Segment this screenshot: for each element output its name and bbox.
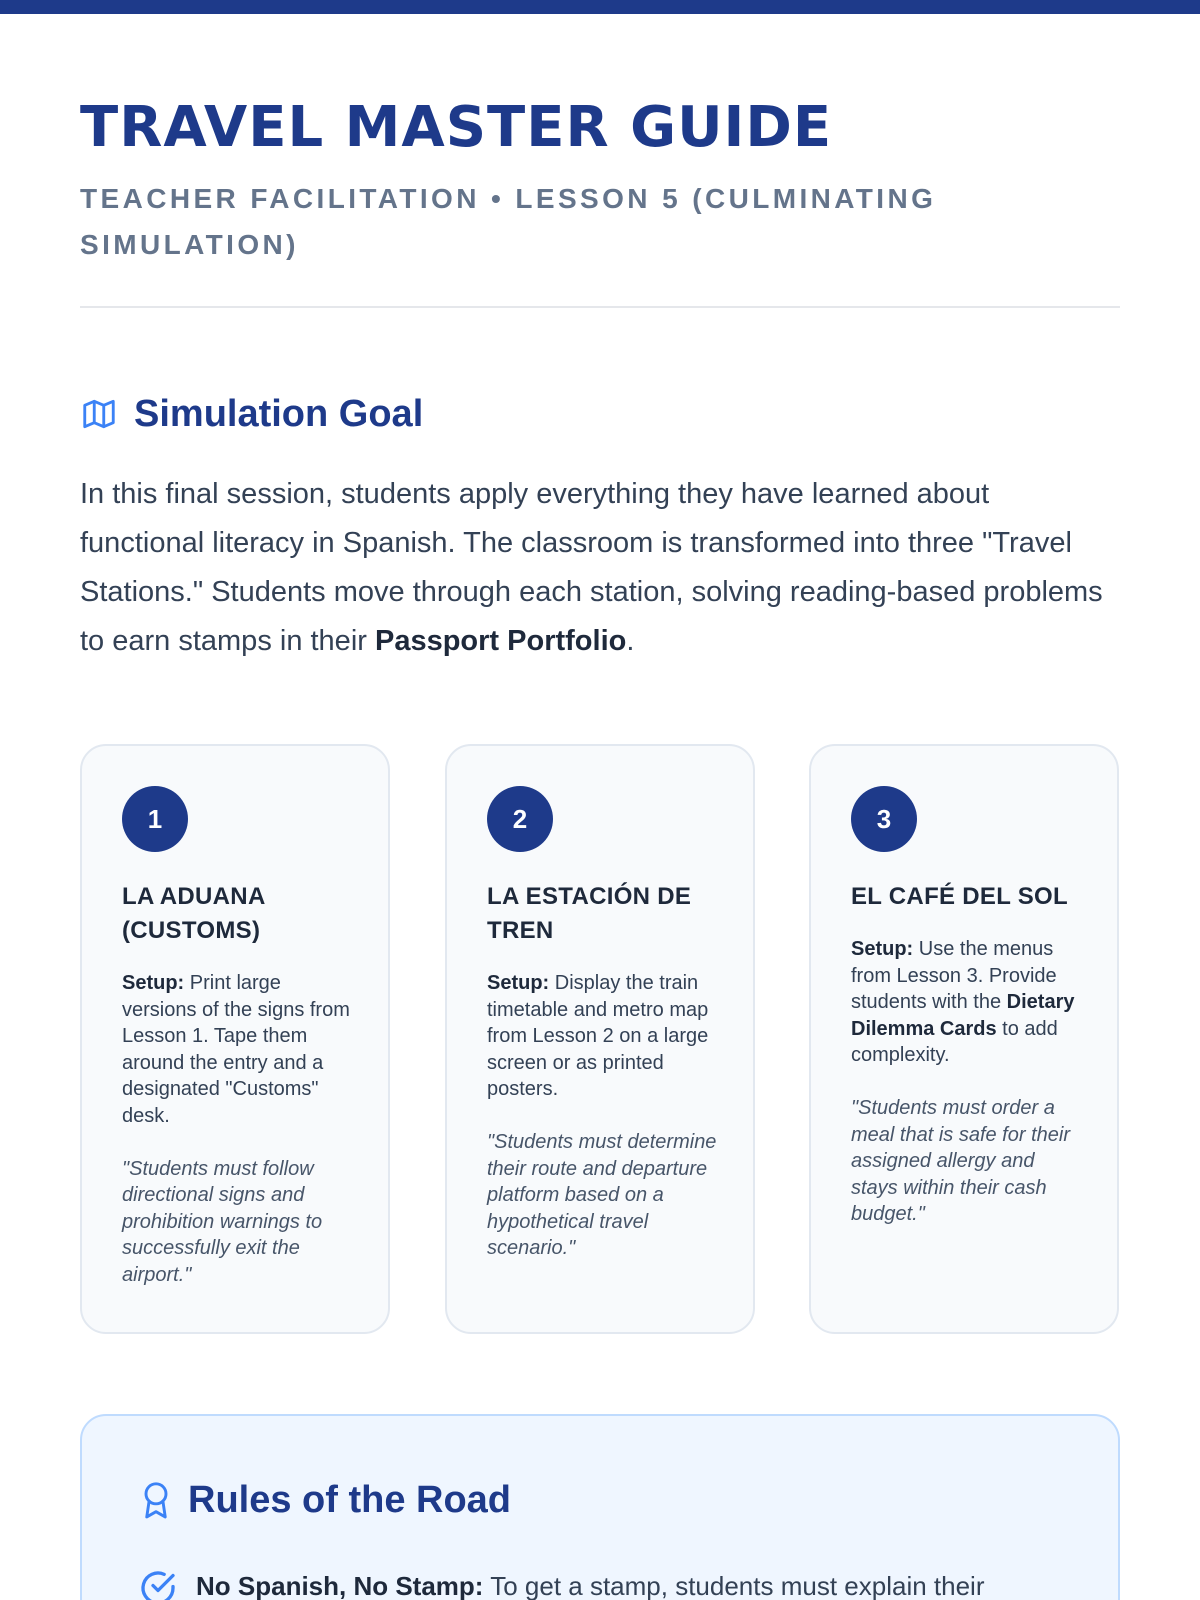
page-subtitle: TEACHER FACILITATION • LESSON 5 (CULMINATING SIMULATION) xyxy=(80,183,937,260)
rule-label: No Spanish, No Stamp: xyxy=(196,1571,484,1600)
station-setup xyxy=(851,936,1081,1069)
setup-text: Print large versions of the signs from Lesson 1. Tape them around the entry and a designated "Customs" desk. xyxy=(122,972,350,1127)
top-accent-bar xyxy=(0,0,1200,14)
section-title: Rules of the Road xyxy=(188,1479,512,1521)
station-setup xyxy=(487,970,717,1103)
simulation-goal-text xyxy=(80,470,1120,666)
rule-text xyxy=(196,1568,984,1600)
station-cards xyxy=(80,744,1120,1334)
station-setup xyxy=(122,970,352,1130)
station-title: LA ADUANA (CUSTOMS) xyxy=(122,883,265,944)
passport-portfolio-term: Passport Portfolio xyxy=(374,625,627,657)
setup-label: Setup: xyxy=(487,972,550,994)
page-title: TRAVEL MASTER GUIDE xyxy=(80,95,833,160)
intro-text-end: . xyxy=(626,625,635,657)
header-divider xyxy=(80,306,1120,308)
station-number-badge: 3 xyxy=(851,786,917,852)
setup-text: Use the menus from Lesson 3. Provide students with the xyxy=(851,938,1057,1014)
setup-label: Setup: xyxy=(851,938,914,960)
setup-label: Setup: xyxy=(122,972,185,994)
simulation-goal-heading xyxy=(80,390,423,438)
station-quote: "Students must follow directional signs and prohibition warnings to successfully exit the airport." xyxy=(122,1157,323,1286)
station-card-train xyxy=(445,744,755,1334)
station-quote: "Students must order a meal that is safe for their assigned allergy and stays within their cash budget." xyxy=(851,1096,1070,1226)
award-icon xyxy=(138,1480,174,1520)
station-title: EL CAFÉ DEL SOL xyxy=(851,883,1068,910)
setup-text-end: to add complexity. xyxy=(851,1017,1058,1067)
check-circle-icon xyxy=(138,1568,178,1600)
rule-item xyxy=(138,1568,1098,1600)
setup-text: Display the train timetable and metro map from Lesson 2 on a large screen or as printed posters. xyxy=(487,972,709,1101)
dietary-dilemma-cards-term: Dietary Dilemma Cards xyxy=(851,991,1075,1040)
map-icon xyxy=(80,395,118,433)
rules-panel xyxy=(80,1414,1120,1600)
rules-heading xyxy=(138,1476,511,1524)
station-card-cafe xyxy=(809,744,1119,1334)
station-title: LA ESTACIÓN DE TREN xyxy=(487,883,692,944)
station-number-badge: 1 xyxy=(122,786,188,852)
station-number-badge: 2 xyxy=(487,786,553,852)
intro-text: In this final session, students apply everything they have learned about functional literacy in Spanish. The classroom is transformed into three "Travel Stations." Students move through each station, solving reading-based problems to earn stamps in their xyxy=(80,478,1103,657)
station-card-customs xyxy=(80,744,390,1334)
station-quote: "Students must determine their route and departure platform based on a hypothetical travel scenario." xyxy=(487,1130,717,1260)
section-title: Simulation Goal xyxy=(134,393,424,435)
rule-description: To get a stamp, students must explain their xyxy=(483,1571,985,1600)
